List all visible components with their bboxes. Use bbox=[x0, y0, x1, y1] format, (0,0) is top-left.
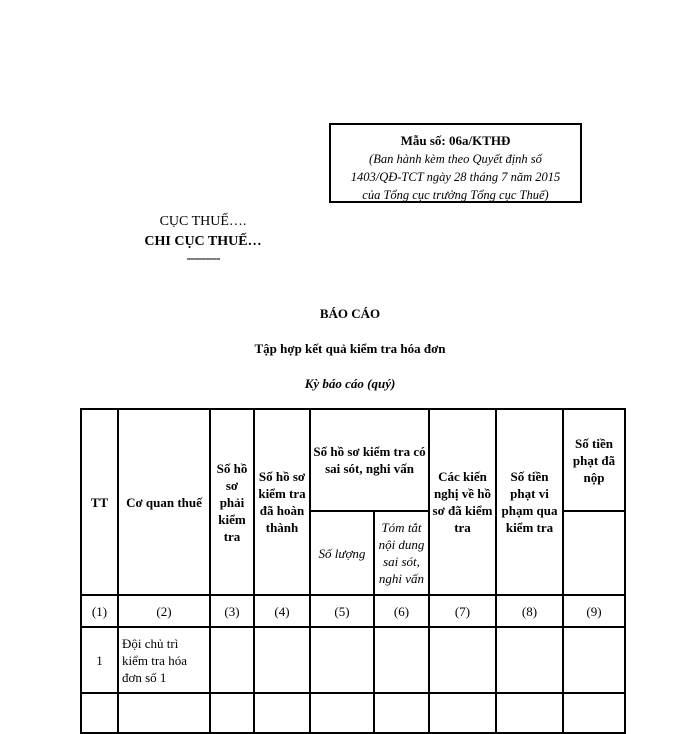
table-row bbox=[81, 627, 625, 693]
header-completed: Số hồ sơ kiểm tra đã hoàn thành bbox=[254, 409, 310, 595]
column-number: (7) bbox=[429, 595, 496, 627]
agency-sub: CHI CỤC THUẾ… bbox=[144, 234, 262, 249]
table-row bbox=[81, 693, 625, 733]
header-must-check: Số hồ sơ phải kiểm tra bbox=[210, 409, 254, 595]
agency-parent: CỤC THUẾ…. bbox=[159, 214, 247, 229]
report-table bbox=[80, 408, 626, 734]
agency-divider: --------- bbox=[186, 251, 220, 266]
header-tt: TT bbox=[81, 409, 118, 595]
column-number: (8) bbox=[496, 595, 563, 627]
row-cell bbox=[210, 627, 254, 693]
header-agency: Cơ quan thuế bbox=[118, 409, 210, 595]
row-cell bbox=[496, 627, 563, 693]
row-cell bbox=[563, 693, 625, 733]
report-subtitle: Tập hợp kết quả kiểm tra hóa đơn bbox=[254, 341, 446, 356]
form-note-line-3: của Tổng cục trưởng Tổng cục Thuế) bbox=[362, 188, 549, 202]
header-paid-empty bbox=[563, 511, 625, 595]
row-cell bbox=[496, 693, 563, 733]
row-cell bbox=[118, 693, 210, 733]
column-number: (1) bbox=[81, 595, 118, 627]
header-paid: Số tiền phạt đã nộp bbox=[563, 409, 625, 511]
column-number: (2) bbox=[118, 595, 210, 627]
column-number: (3) bbox=[210, 595, 254, 627]
row-cell bbox=[374, 627, 429, 693]
header-count: Số lượng bbox=[310, 511, 374, 595]
row-cell bbox=[210, 693, 254, 733]
header-recommendations: Các kiến nghị về hồ sơ đã kiểm tra bbox=[429, 409, 496, 595]
row-agency: Đội chủ trì kiểm tra hóa đơn số 1 bbox=[118, 627, 210, 693]
form-note-line-2: 1403/QĐ-TCT ngày 28 tháng 7 năm 2015 bbox=[350, 170, 561, 184]
row-cell bbox=[310, 693, 374, 733]
report-title: BÁO CÁO bbox=[319, 306, 381, 321]
header-fines: Số tiền phạt vi phạm qua kiểm tra bbox=[496, 409, 563, 595]
column-number: (5) bbox=[310, 595, 374, 627]
column-number: (9) bbox=[563, 595, 625, 627]
row-cell bbox=[254, 627, 310, 693]
row-cell bbox=[374, 693, 429, 733]
form-code: Mẫu số: 06a/KTHĐ bbox=[400, 133, 511, 148]
column-number: (6) bbox=[374, 595, 429, 627]
header-errors-group: Số hồ sơ kiểm tra có sai sót, nghi vấn bbox=[310, 409, 429, 511]
form-code-box bbox=[329, 123, 582, 203]
column-number: (4) bbox=[254, 595, 310, 627]
row-cell bbox=[81, 693, 118, 733]
row-cell bbox=[310, 627, 374, 693]
row-cell bbox=[429, 693, 496, 733]
report-period: Kỳ báo cáo (quý) bbox=[304, 376, 396, 391]
form-note-line-1: (Ban hành kèm theo Quyết định số bbox=[369, 152, 542, 166]
agency-header bbox=[120, 212, 286, 266]
header-summary: Tóm tắt nội dung sai sót, nghi vấn bbox=[374, 511, 429, 595]
row-cell bbox=[254, 693, 310, 733]
row-cell bbox=[563, 627, 625, 693]
row-cell bbox=[429, 627, 496, 693]
row-tt: 1 bbox=[81, 627, 118, 693]
